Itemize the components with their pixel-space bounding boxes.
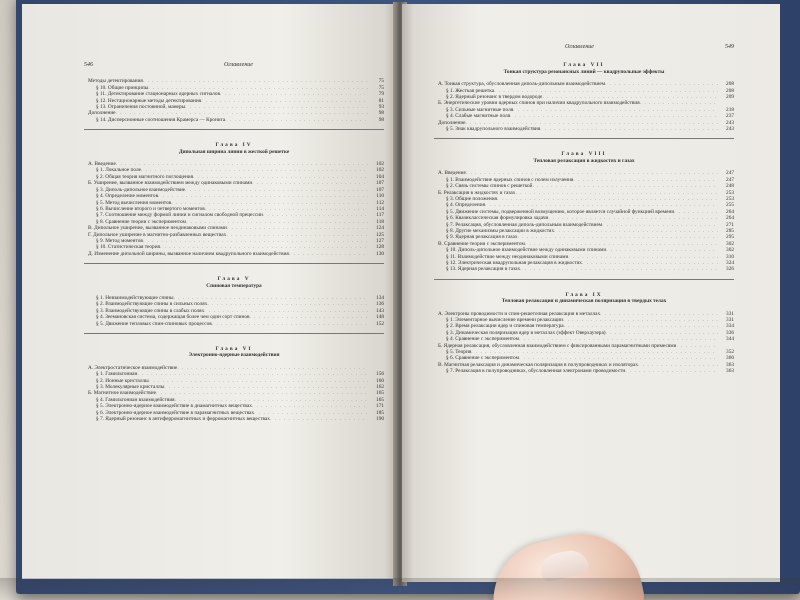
chapter-separator xyxy=(84,129,384,130)
toc-entry-page: 255 xyxy=(726,202,734,209)
toc-entry-title: Дополнение xyxy=(438,119,466,126)
toc-entry-title: А. Введение xyxy=(88,161,116,168)
chapter-title: Глава VI xyxy=(215,346,253,352)
toc-entry-page: 334 xyxy=(726,323,734,330)
toc-entry-page: 247 xyxy=(726,176,734,183)
leader-dots xyxy=(270,416,368,422)
toc-entry-page: 156 xyxy=(376,371,384,378)
right-running-head xyxy=(434,44,734,50)
toc-entry xyxy=(434,266,734,272)
left-running-head xyxy=(84,62,384,68)
toc-entry-title: § 9. Ядерная релаксация в газах xyxy=(446,234,518,241)
toc-entry-page: 75 xyxy=(378,84,384,91)
toc-entry-page: 162 xyxy=(376,384,384,391)
toc-entry-title: § 7. Ядерный резонанс в антиферромагнитных и ферромагнитных веществах xyxy=(96,416,270,423)
toc-entry-title: § 5. Движение тепловых спин-спиновых процессов xyxy=(96,320,212,327)
leader-dots xyxy=(212,321,368,327)
toc-entry-title: § 4. Слабые магнитные поля xyxy=(446,113,511,120)
chapter-subtitle: Тонкая структура резонансных линий — квадрупольные эффекты xyxy=(503,68,665,75)
toc-entry-title: § 2. Взаимодействующие спины в сильных полях xyxy=(96,301,208,308)
toc-entry-title: Д. Изменение дипольной ширины, вызванное наличием квадрупольного взаимодействия xyxy=(88,250,289,257)
toc-entry-title: § 1. Локальное поле xyxy=(96,167,141,174)
toc-entry-page: 134 xyxy=(376,294,384,301)
toc-entry-title: § 2. Время релаксации ядер и спиновая температура xyxy=(446,323,564,330)
toc-entry-title: Б. Ядерная релаксация, обусловленная взаимодействием с фиксированными парамагнитными примесями xyxy=(438,342,677,349)
leader-dots xyxy=(520,266,718,272)
toc-entry-title: А. Электроны проводимости и спин-решеточная релаксация в металлах xyxy=(438,310,601,317)
toc-entry-title: § 12. Нестационарные методы детектирования xyxy=(96,97,202,104)
chapter-title: Глава VII xyxy=(563,62,605,69)
toc-entry xyxy=(434,126,734,132)
toc-entry-page: 237 xyxy=(726,113,734,120)
left-entries xyxy=(84,78,384,422)
toc-entry-title: § 10. Статистическая теория xyxy=(96,244,160,251)
toc-entry-page: 171 xyxy=(376,403,384,410)
toc-entry-title: § 4. Определения xyxy=(446,202,486,209)
toc-entry-title: § 7. Соотношение между формой линии и сигналом свободной прецессии xyxy=(96,212,263,219)
toc-entry-title: А. Электростатическое взаимодействие xyxy=(88,364,178,371)
toc-entry-page: 102 xyxy=(376,161,384,168)
leader-dots xyxy=(225,117,368,123)
toc-entry-page: 117 xyxy=(376,212,384,219)
toc-entry-title: § 2. Ядерный резонанс в твердом водороде xyxy=(446,94,543,101)
toc-entry-title: § 1. Элементарное вычисление времени релаксации xyxy=(446,317,563,323)
toc-entry-page: 75 xyxy=(378,78,384,85)
toc-entry-page: 185 xyxy=(376,409,384,416)
toc-entry-title: § 5. Теория xyxy=(446,349,472,356)
toc-entry-page: 331 xyxy=(726,317,734,323)
toc-entry-title: § 3. Общие положения xyxy=(446,195,497,202)
left-toc xyxy=(84,62,384,422)
toc-entry-page: 209 xyxy=(726,94,734,101)
toc-entry-title: Б. Магнитное взаимодействие xyxy=(88,390,156,397)
toc-entry-page: 98 xyxy=(378,116,384,123)
chapter-title: Глава IX xyxy=(565,291,603,298)
toc-entry-page: 302 xyxy=(726,240,734,247)
toc-entry-title: § 7. Релаксация, обусловленная диполь-дипольным взаимодействием xyxy=(446,221,603,228)
toc-entry xyxy=(84,117,384,123)
toc-entry xyxy=(434,368,734,374)
toc-entry-title: § 14. Дисперсионные соотношения Крамерса — Кронига xyxy=(96,116,226,123)
toc-entry-page: 152 xyxy=(376,320,384,327)
toc-entry-title: § 13. Ядерная релаксация в газах xyxy=(446,266,521,273)
chapter-subtitle: Спиновая температура xyxy=(206,282,262,289)
left-page xyxy=(22,4,396,579)
chapter-subtitle: Тепловая релаксация в жидкостях и газах xyxy=(533,157,635,164)
toc-entry-title: § 4. Сравнение с экспериментом xyxy=(446,336,519,343)
toc-entry xyxy=(84,321,384,327)
toc-entry-page: 107 xyxy=(376,180,384,187)
toc-entry-title: § 11. Детектирование стационарных ядерных сигналов xyxy=(96,91,220,98)
toc-entry-title: § 3. Диполь-дипольное взаимодействие xyxy=(96,186,186,193)
toc-entry-title: § 8. Сравнение теории с экспериментом xyxy=(96,218,186,225)
toc-entry-page: 363 xyxy=(726,361,734,368)
toc-entry-title: § 1. Взаимодействие ядерных спинов с полем излучения xyxy=(446,176,574,183)
toc-entry-page: 218 xyxy=(726,106,734,113)
toc-entry-title: Г. Дипольное уширение в магнитно-разбавленных веществах xyxy=(88,231,227,238)
chapter-subtitle: Дипольная ширина линии в жесткой решетке xyxy=(178,148,290,155)
chapter-title: Глава VIII xyxy=(561,151,607,158)
toc-entry-page: 98 xyxy=(378,110,384,117)
toc-entry-title: § 7. Релаксация в полупроводниках, обусловленная электронами проводимости xyxy=(446,368,626,375)
toc-entry-page: 128 xyxy=(376,244,384,251)
toc-entry-title: § 1. Невзаимодействующие спины xyxy=(96,294,174,301)
toc-entry-title: § 13. Ограничения постоянной, манеры xyxy=(96,104,186,111)
toc-entry-title: § 5. Электронно-ядерное взаимодействие в диамагнитных веществах xyxy=(96,403,252,410)
toc-entry xyxy=(84,416,384,422)
toc-entry-title: § 3. Молекулярные кристаллы xyxy=(96,384,165,391)
leader-dots xyxy=(625,368,718,374)
toc-entry-title: § 9. Метод моментов xyxy=(96,237,143,244)
toc-entry-page: 79 xyxy=(378,91,384,98)
toc-entry-title: В. Магнитная релаксация и динамическая поляризация в полупроводниках и изоляторах xyxy=(438,361,639,368)
toc-entry-title: § 3. Взаимодействующие спины в слабых полях xyxy=(96,307,205,314)
toc-entry-title: § 8. Другие механизмы релаксации в жидкостях xyxy=(446,227,555,234)
toc-entry-page: 93 xyxy=(378,104,384,111)
toc-entry-title: § 5. Знак квадрупольного взаимодействия xyxy=(446,126,541,133)
toc-entry-title: § 6. Электронно-ядерное взаимодействие в парамагнитных веществах xyxy=(96,409,255,416)
toc-entry-page: 326 xyxy=(726,266,734,273)
chapter-title: Глава V xyxy=(217,276,251,283)
toc-entry-page: 336 xyxy=(726,329,734,336)
toc-entry-page: 295 xyxy=(726,234,734,241)
chapter-separator xyxy=(434,279,734,280)
toc-entry-page: 112 xyxy=(376,199,384,206)
toc-entry-title: § 2. Ионные кристаллы xyxy=(96,377,149,384)
toc-entry-page: 160 xyxy=(376,377,384,384)
table-shadow xyxy=(0,578,800,600)
toc-entry-page: 331 xyxy=(726,310,734,317)
toc-entry-page: 352 xyxy=(726,349,734,356)
right-page xyxy=(402,4,780,582)
toc-entry-title: Б. Релаксация в жидкостях и газах xyxy=(438,189,516,196)
toc-entry-page: 243 xyxy=(726,119,734,126)
toc-entry-title: § 4. Зеемановская система, содержащая более чем один сорт спинов xyxy=(96,314,250,321)
left-page-number: 546 xyxy=(84,62,93,68)
toc-entry-page: 302 xyxy=(726,247,734,254)
chapter-title: Глава IV xyxy=(215,142,253,149)
toc-entry-title: Б. Энергетические уровни ядерных спинов при наличии квадрупольного взаимодействия xyxy=(438,100,640,107)
toc-entry-title: § 1. Жесткая решетка xyxy=(446,87,495,94)
toc-entry-page: 324 xyxy=(726,259,734,266)
leader-dots xyxy=(289,251,368,257)
chapter-separator xyxy=(434,138,734,139)
toc-entry-title: В. Дипольное уширение, вызванное неодинаковыми спинами xyxy=(88,225,227,232)
toc-entry-title: § 10. Общие принципы xyxy=(96,84,149,91)
toc-entry-page: 114 xyxy=(376,205,384,212)
toc-entry-page: 363 xyxy=(726,368,734,375)
right-page-number: 549 xyxy=(725,44,734,50)
toc-entry-page: 310 xyxy=(726,253,734,260)
toc-entry-title: § 4. Определение моментов xyxy=(96,193,159,200)
toc-entry-title: Б. Уширение, вызванное взаимодействием между одинаковыми спинами xyxy=(88,180,253,187)
toc-entry-page: 271 xyxy=(726,221,734,228)
toc-entry-page: 110 xyxy=(376,193,384,200)
toc-entry-title: Дополнение xyxy=(88,110,116,117)
toc-entry-page: 253 xyxy=(726,189,734,196)
toc-entry-page: 247 xyxy=(726,170,734,177)
toc-entry-title: § 6. Квазиклассическая формулировка задачи xyxy=(446,215,549,222)
toc-entry-page: 165 xyxy=(376,390,384,397)
toc-entry xyxy=(84,251,384,257)
toc-entry-title: § 4. Гамильтониан взаимодействия xyxy=(96,396,175,403)
chapter-separator xyxy=(84,333,384,334)
toc-entry-title: А. Тонкая структура, обусловленная диполь-дипольным взаимодействием xyxy=(438,81,606,88)
toc-entry-title: § 5. Метод вычисления моментов xyxy=(96,199,172,206)
chapter-subtitle: Электронно-ядерные взаимодействия xyxy=(188,352,280,359)
toc-entry-title: Методы детектирования xyxy=(88,78,143,85)
toc-entry-title: § 1. Гамильтониан xyxy=(96,371,138,378)
toc-entry-page: 118 xyxy=(376,218,384,225)
toc-entry-page: 165 xyxy=(376,396,384,403)
toc-entry-page: 125 xyxy=(376,231,384,238)
right-entries xyxy=(434,62,734,374)
chapter-subtitle: Тепловая релаксация и динамическая поляризация в твердых телах xyxy=(501,298,667,305)
toc-entry-page: 127 xyxy=(376,237,384,244)
toc-entry-page: 81 xyxy=(378,97,384,104)
toc-entry-title: § 6. Вычисление второго и четвертого моментов xyxy=(96,205,205,212)
toc-entry-page: 104 xyxy=(376,173,384,180)
toc-entry-page: 143 xyxy=(376,307,384,314)
toc-entry-page: 130 xyxy=(376,250,384,257)
toc-entry-page: 248 xyxy=(726,183,734,190)
toc-entry-title: § 12. Электрическая квадрупольная релаксация в жидкостях xyxy=(446,259,582,266)
toc-entry-title: § 3. Сильные магнитные поля xyxy=(446,106,514,113)
toc-entry-page: 208 xyxy=(726,87,734,94)
leader-dots xyxy=(540,126,718,132)
toc-entry-page: 136 xyxy=(376,301,384,308)
right-head-title: Оглавление xyxy=(565,44,594,50)
toc-entry-title: § 6. Сравнение с экспериментом xyxy=(446,355,519,362)
toc-entry-title: § 11. Взаимодействие между неодинаковыми спинами xyxy=(446,253,569,260)
toc-entry-page: 360 xyxy=(726,355,734,362)
right-toc xyxy=(434,44,734,375)
toc-entry-title: § 2. Общая теория магнитного поглощения xyxy=(96,173,194,180)
toc-entry-page: 253 xyxy=(726,195,734,202)
toc-entry-page: 148 xyxy=(376,314,384,321)
toc-entry-title: В. Сравнение теории с экспериментом xyxy=(438,240,525,247)
toc-entry-title: А. Введение xyxy=(438,170,466,177)
toc-entry-page: 264 xyxy=(726,208,734,215)
toc-entry-page: 344 xyxy=(726,336,734,343)
toc-entry-title: § 10. Диполь-дипольное взаимодействие между одинаковыми спинами xyxy=(446,247,607,254)
toc-entry-title: § 5. Движение системы, подверженной возмущению, которое является случайной функцией времени xyxy=(446,208,675,215)
toc-entry-page: 243 xyxy=(726,126,734,133)
toc-entry-page: 107 xyxy=(376,186,384,193)
toc-entry-title: § 3. Динамическая поляризация ядер в металлах (эффект Оверхаузера) xyxy=(446,329,606,336)
left-head-title: Оглавление xyxy=(224,62,253,68)
toc-entry-page: 264 xyxy=(726,215,734,222)
toc-entry-page: 102 xyxy=(376,167,384,174)
toc-entry-title: § 2. Связь системы спинов с решеткой xyxy=(446,183,533,190)
toc-entry-page: 124 xyxy=(376,225,384,232)
toc-entry-page: 285 xyxy=(726,227,734,234)
chapter-separator xyxy=(84,263,384,264)
toc-entry-page: 208 xyxy=(726,81,734,88)
toc-entry-page: 190 xyxy=(376,416,384,423)
